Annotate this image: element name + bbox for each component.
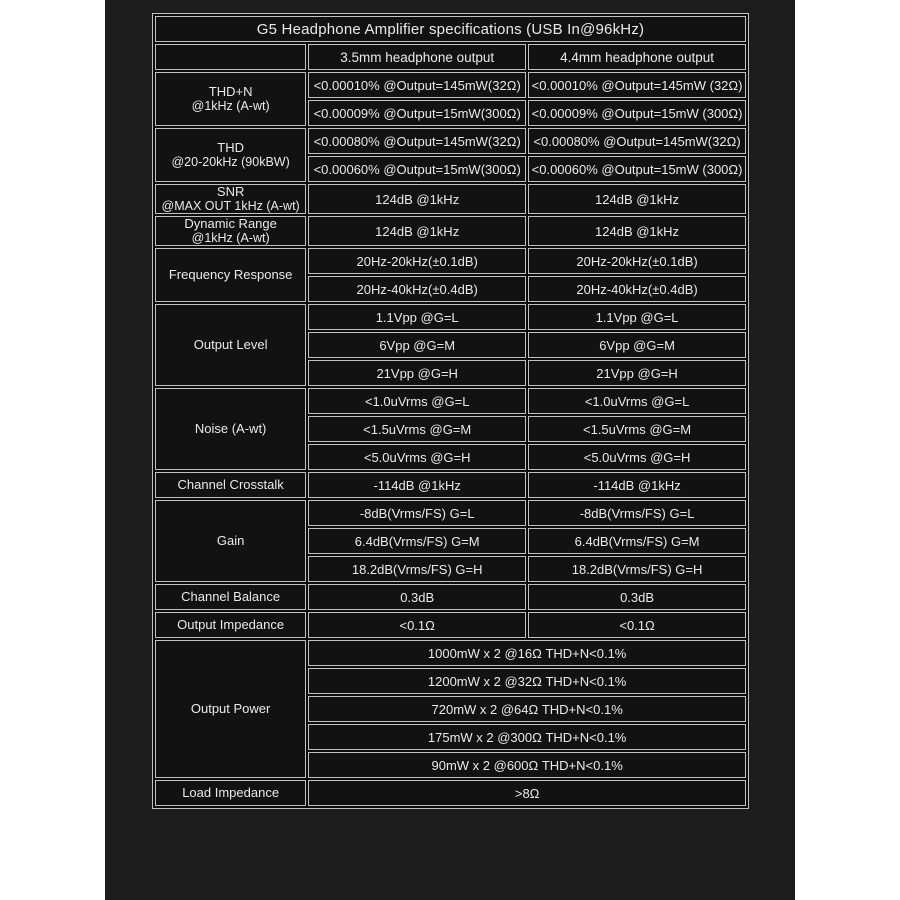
row-label-line: Channel Balance <box>181 589 281 604</box>
spec-value-cell: 21Vpp @G=H <box>308 360 526 386</box>
spec-value-cell: <5.0uVrms @G=H <box>528 444 746 470</box>
spec-value-cell: 124dB @1kHz <box>308 216 526 246</box>
spec-value-cell: 124dB @1kHz <box>308 184 526 214</box>
row-label-line: Output Power <box>190 701 271 716</box>
spec-value-cell: 1.1Vpp @G=L <box>308 304 526 330</box>
spec-value-cell: 124dB @1kHz <box>528 216 746 246</box>
row-label-frequency-response <box>155 248 306 302</box>
row-label-line: @20-20kHz (90kBW) <box>171 155 290 169</box>
spec-value-cell: 124dB @1kHz <box>528 184 746 214</box>
row-label-gain <box>155 500 306 582</box>
spec-value-cell: 90mW x 2 @600Ω THD+N<0.1% <box>308 752 746 778</box>
spec-value-cell: <0.00060% @Output=15mW (300Ω) <box>528 156 746 182</box>
spec-value-cell: <0.1Ω <box>308 612 526 638</box>
column-header-4-4mm-output: 4.4mm headphone output <box>528 44 746 70</box>
row-label-output-level <box>155 304 306 386</box>
spec-row <box>155 184 746 214</box>
spec-value-cell: <0.00010% @Output=145mW (32Ω) <box>528 72 746 98</box>
column-header-row <box>155 44 746 70</box>
spec-value-cell: 20Hz-40kHz(±0.4dB) <box>528 276 746 302</box>
spec-value-cell: <1.0uVrms @G=L <box>528 388 746 414</box>
spec-value-cell: 18.2dB(Vrms/FS) G=H <box>528 556 746 582</box>
spec-row <box>155 128 746 154</box>
row-label-line: THD+N <box>208 84 253 99</box>
spec-value-cell: -114dB @1kHz <box>528 472 746 498</box>
title-row <box>155 16 746 42</box>
spec-row <box>155 388 746 414</box>
spec-value-cell: 20Hz-40kHz(±0.4dB) <box>308 276 526 302</box>
row-label-load-impedance <box>155 780 306 806</box>
row-label-thd <box>155 128 306 182</box>
corner-cell <box>155 44 306 70</box>
row-label-line: @MAX OUT 1kHz (A-wt) <box>161 199 300 213</box>
row-label-noise-a-wt <box>155 388 306 470</box>
row-label-snr <box>155 184 306 214</box>
spec-value-cell: <0.00009% @Output=15mW (300Ω) <box>528 100 746 126</box>
row-label-thd-n <box>155 72 306 126</box>
row-label-line: Output Impedance <box>177 617 285 632</box>
spec-value-cell: 1.1Vpp @G=L <box>528 304 746 330</box>
spec-row <box>155 248 746 274</box>
row-label-output-power <box>155 640 306 778</box>
row-label-line: Noise (A-wt) <box>194 421 267 436</box>
spec-value-cell: 0.3dB <box>308 584 526 610</box>
spec-row <box>155 584 746 610</box>
spec-value-cell: 6.4dB(Vrms/FS) G=M <box>528 528 746 554</box>
spec-value-cell: <1.0uVrms @G=L <box>308 388 526 414</box>
spec-value-cell: 6Vpp @G=M <box>308 332 526 358</box>
spec-row <box>155 304 746 330</box>
spec-value-cell: >8Ω <box>308 780 746 806</box>
row-label-line: Gain <box>216 533 245 548</box>
spec-value-cell: <0.00060% @Output=15mW(300Ω) <box>308 156 526 182</box>
spec-value-cell: 720mW x 2 @64Ω THD+N<0.1% <box>308 696 746 722</box>
row-label-line: Dynamic Range <box>184 216 277 231</box>
spec-value-cell: 20Hz-20kHz(±0.1dB) <box>308 248 526 274</box>
row-label-channel-crosstalk <box>155 472 306 498</box>
spec-row <box>155 612 746 638</box>
spec-value-cell: <0.00080% @Output=145mW(32Ω) <box>308 128 526 154</box>
spec-value-cell: -114dB @1kHz <box>308 472 526 498</box>
spec-value-cell: -8dB(Vrms/FS) G=L <box>528 500 746 526</box>
row-label-line: Load Impedance <box>182 785 280 800</box>
spec-image-panel <box>105 0 795 900</box>
spec-value-cell: 20Hz-20kHz(±0.1dB) <box>528 248 746 274</box>
spec-value-cell: 18.2dB(Vrms/FS) G=H <box>308 556 526 582</box>
spec-value-cell: <5.0uVrms @G=H <box>308 444 526 470</box>
spec-value-cell: 21Vpp @G=H <box>528 360 746 386</box>
spec-value-cell: <1.5uVrms @G=M <box>528 416 746 442</box>
row-label-dynamic-range <box>155 216 306 246</box>
row-label-line: Frequency Response <box>168 267 293 282</box>
spec-row <box>155 472 746 498</box>
spec-value-cell: 6.4dB(Vrms/FS) G=M <box>308 528 526 554</box>
spec-row <box>155 500 746 526</box>
row-label-output-impedance <box>155 612 306 638</box>
spec-value-cell: <0.00080% @Output=145mW(32Ω) <box>528 128 746 154</box>
row-label-line: THD <box>217 140 244 155</box>
spec-row <box>155 72 746 98</box>
spec-row <box>155 780 746 806</box>
spec-value-cell: 6Vpp @G=M <box>528 332 746 358</box>
table-title: G5 Headphone Amplifier specifications (USB In@96kHz) <box>155 16 746 42</box>
spec-row <box>155 640 746 666</box>
spec-value-cell: -8dB(Vrms/FS) G=L <box>308 500 526 526</box>
row-label-line: @1kHz (A-wt) <box>191 231 270 245</box>
spec-value-cell: <0.00010% @Output=145mW(32Ω) <box>308 72 526 98</box>
spec-value-cell: <0.00009% @Output=15mW(300Ω) <box>308 100 526 126</box>
column-header-3-5mm-output: 3.5mm headphone output <box>308 44 526 70</box>
row-label-line: @1kHz (A-wt) <box>191 99 270 113</box>
row-label-line: SNR <box>216 184 245 199</box>
row-label-line: Output Level <box>193 337 268 352</box>
spec-value-cell: 175mW x 2 @300Ω THD+N<0.1% <box>308 724 746 750</box>
spec-table <box>152 13 749 809</box>
spec-value-cell: <0.1Ω <box>528 612 746 638</box>
spec-row <box>155 216 746 246</box>
row-label-channel-balance <box>155 584 306 610</box>
row-label-line: Channel Crosstalk <box>177 477 284 492</box>
spec-value-cell: 1200mW x 2 @32Ω THD+N<0.1% <box>308 668 746 694</box>
spec-value-cell: 1000mW x 2 @16Ω THD+N<0.1% <box>308 640 746 666</box>
spec-value-cell: <1.5uVrms @G=M <box>308 416 526 442</box>
spec-value-cell: 0.3dB <box>528 584 746 610</box>
